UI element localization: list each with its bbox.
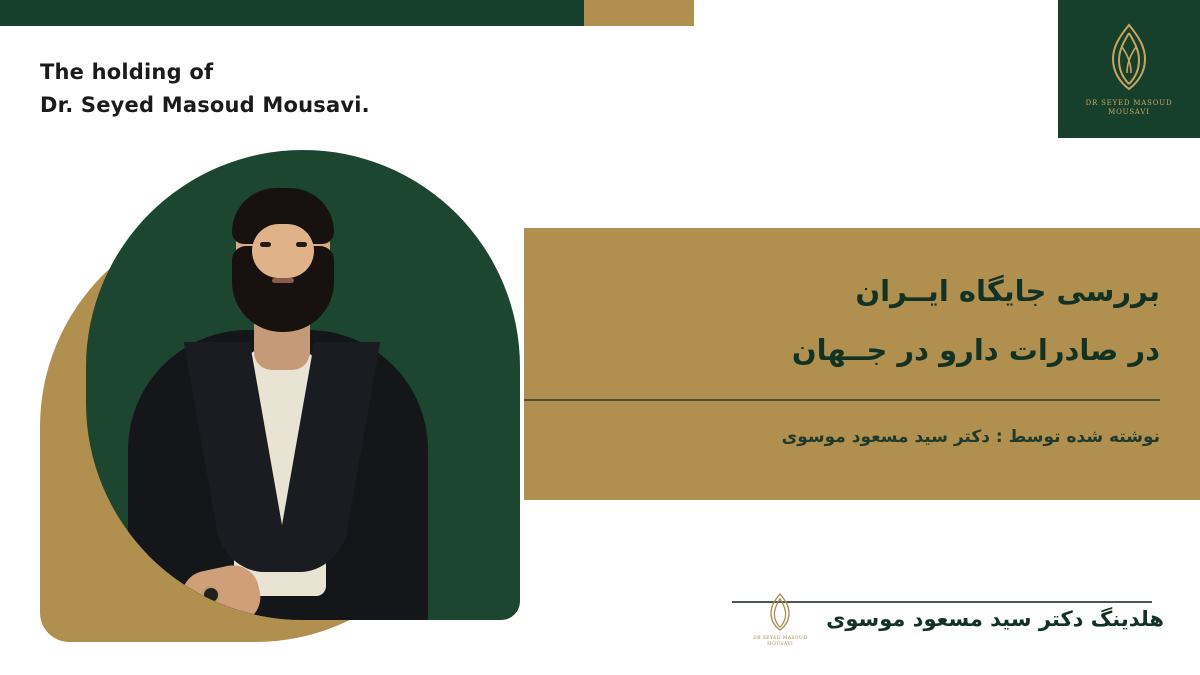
monogram-icon bbox=[1097, 21, 1161, 93]
footer-badge-line2: MOUSAVI bbox=[767, 641, 794, 647]
footer-badge-line1: DR SEYED MASOUD bbox=[753, 635, 808, 641]
monogram-icon bbox=[762, 591, 798, 633]
figure-eye-left bbox=[260, 242, 271, 247]
top-bar-dark-accent bbox=[0, 0, 584, 26]
english-heading-line1: The holding of bbox=[40, 60, 214, 84]
title-divider bbox=[524, 399, 1160, 401]
portrait-figure bbox=[86, 150, 520, 620]
author-credit: نوشته شده توسط : دکتر سید مسعود موسوی bbox=[781, 426, 1160, 447]
footer-brand-text: هلدینگ دکتر سید مسعود موسوی bbox=[826, 607, 1164, 631]
top-bar-gold-accent bbox=[584, 0, 694, 26]
footer-logo bbox=[750, 587, 810, 651]
english-heading-line2: Dr. Seyed Masoud Mousavi. bbox=[40, 92, 370, 117]
figure-face bbox=[252, 224, 314, 278]
brand-badge-line1: DR SEYED MASOUD bbox=[1085, 98, 1173, 107]
portrait-composition bbox=[40, 150, 520, 645]
brand-logo-badge bbox=[1058, 0, 1200, 138]
title-line-1: بررسی جایگاه ایــران bbox=[855, 274, 1160, 308]
figure-eye-right bbox=[296, 242, 307, 247]
title-panel bbox=[524, 228, 1200, 500]
figure-mouth bbox=[272, 278, 294, 283]
footer-brand bbox=[750, 587, 1164, 651]
brand-badge-line2: MOUSAVI bbox=[1108, 108, 1150, 116]
english-heading bbox=[40, 56, 370, 121]
figure-ring bbox=[202, 586, 220, 604]
title-line-2: در صادرات دارو در جــهان bbox=[791, 333, 1160, 368]
portrait-photo bbox=[86, 150, 520, 620]
brand-badge-text bbox=[1086, 99, 1173, 118]
footer-badge-text bbox=[753, 636, 807, 648]
